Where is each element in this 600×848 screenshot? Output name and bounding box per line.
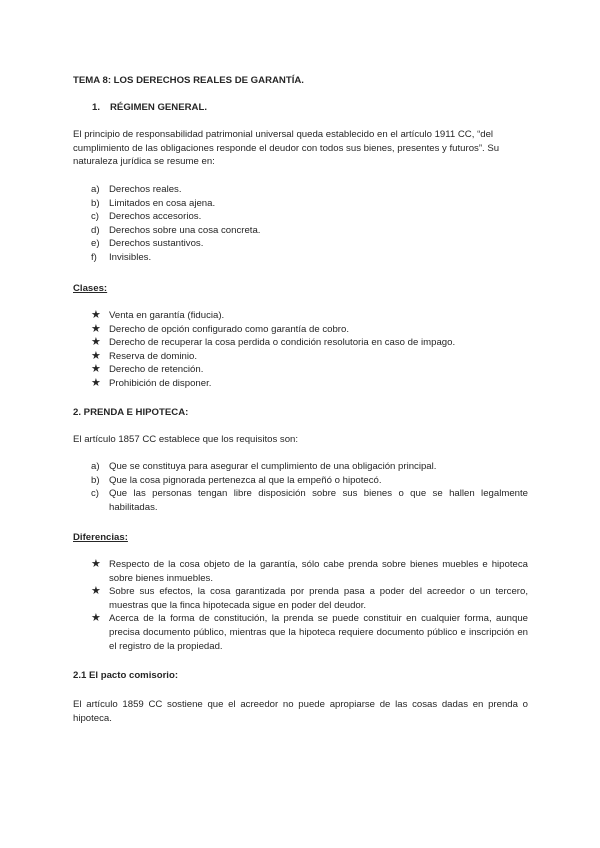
nature-item bbox=[91, 197, 528, 211]
difference-item bbox=[91, 558, 528, 585]
section-2-1-heading: 2.1 El pacto comisorio: bbox=[73, 670, 179, 681]
list-marker: ★ bbox=[91, 585, 101, 598]
list-marker: ★ bbox=[91, 309, 101, 321]
list-item-text: Que se constituya para asegurar el cumplimiento de una obligación principal. bbox=[109, 461, 437, 472]
list-marker: ★ bbox=[91, 336, 101, 349]
list-marker: ★ bbox=[91, 322, 101, 335]
list-item-text: Derecho de recuperar la cosa perdida o condición resolutoria en caso de impago. bbox=[109, 337, 456, 349]
requirements-list bbox=[91, 460, 528, 514]
list-marker: ★ bbox=[91, 612, 101, 625]
requirement-item bbox=[91, 460, 528, 474]
difference-item bbox=[91, 585, 528, 612]
list-item-text: Reserva de dominio. bbox=[109, 350, 197, 362]
list-item-text: Derecho de retención. bbox=[109, 364, 204, 376]
list-marker: a) bbox=[91, 461, 100, 472]
list-item-text: Prohibición de disponer. bbox=[109, 377, 212, 389]
list-marker: ★ bbox=[91, 363, 101, 376]
classes-heading: Clases: bbox=[73, 283, 108, 294]
list-item-text: Invisibles. bbox=[109, 251, 152, 263]
class-item bbox=[91, 323, 528, 337]
list-item-text: Derechos sustantivos. bbox=[109, 238, 204, 250]
nature-item bbox=[91, 224, 528, 238]
requirement-item bbox=[91, 474, 528, 488]
nature-item bbox=[91, 183, 528, 197]
list-marker: ★ bbox=[91, 349, 101, 362]
section-2-heading: 2. PRENDA E HIPOTECA: bbox=[73, 407, 189, 418]
differences-list bbox=[91, 558, 528, 653]
requirement-item bbox=[91, 487, 528, 514]
list-marker: b) bbox=[91, 474, 100, 486]
list-item-text: Que las personas tengan libre disposición sobre sus bienes o que se hallen legalmente habilitadas. bbox=[109, 488, 528, 513]
list-marker: d) bbox=[91, 224, 100, 236]
list-item-text: Derechos accesorios. bbox=[109, 211, 202, 223]
list-item-text: Respecto de la cosa objeto de la garantía, sólo cabe prenda sobre bienes muebles e hipoteca sobre bienes inmuebles. bbox=[109, 559, 528, 584]
list-marker: a) bbox=[91, 184, 100, 195]
nature-list bbox=[91, 183, 528, 265]
class-item bbox=[91, 309, 528, 323]
class-item bbox=[91, 336, 528, 350]
list-marker: b) bbox=[91, 197, 100, 209]
list-item-text: Que la cosa pignorada pertenezca al que la empeñó o hipotecó. bbox=[109, 474, 382, 486]
section-1-title: RÉGIMEN GENERAL. bbox=[110, 102, 208, 113]
list-marker: f) bbox=[91, 251, 97, 263]
nature-item bbox=[91, 251, 528, 265]
nature-item bbox=[91, 237, 528, 251]
difference-item bbox=[91, 612, 528, 653]
list-item-text: Sobre sus efectos, la cosa garantizada por prenda pasa a poder del acreedor o un tercero, muestras que la finca hipotecada sigue en poder del deudor. bbox=[109, 586, 528, 611]
list-item-text: Acerca de la forma de constitución, la prenda se puede constituir en cualquier forma, aunque precisa documento público, mientras que la hipoteca requiere documento público e inscripción en el registro de la propiedad. bbox=[109, 613, 528, 652]
list-marker: ★ bbox=[91, 558, 101, 570]
list-item-text: Limitados en cosa ajena. bbox=[109, 197, 216, 209]
differences-heading: Diferencias: bbox=[73, 532, 128, 543]
document-title: TEMA 8: LOS DERECHOS REALES DE GARANTÍA. bbox=[73, 75, 304, 86]
list-item-text: Derechos reales. bbox=[109, 184, 182, 195]
list-item-text: Venta en garantía (fiducia). bbox=[109, 310, 225, 321]
list-marker: e) bbox=[91, 238, 100, 250]
classes-list bbox=[91, 309, 528, 391]
class-item bbox=[91, 363, 528, 377]
nature-item bbox=[91, 210, 528, 224]
list-item-text: Derechos sobre una cosa concreta. bbox=[109, 224, 261, 236]
section-2-intro: El artículo 1857 CC establece que los requisitos son: bbox=[73, 434, 299, 445]
list-marker: c) bbox=[91, 488, 99, 500]
list-marker: ★ bbox=[91, 376, 101, 389]
section-2-1-text: El artículo 1859 CC sostiene que el acreedor no puede apropiarse de las cosas dadas en prenda o hipoteca. bbox=[73, 699, 528, 724]
class-item bbox=[91, 377, 528, 391]
list-marker: c) bbox=[91, 211, 99, 223]
list-item-text: Derecho de opción configurado como garantía de cobro. bbox=[109, 323, 349, 335]
class-item bbox=[91, 350, 528, 364]
section-1-intro: El principio de responsabilidad patrimonial universal queda establecido en el artículo 1911 CC, “del cumplimiento de las obligaciones responde el deudor con todos sus bienes, presentes y futuros”. Su naturaleza jurídica se resume en: bbox=[73, 129, 500, 168]
section-1-number: 1. bbox=[92, 102, 101, 113]
